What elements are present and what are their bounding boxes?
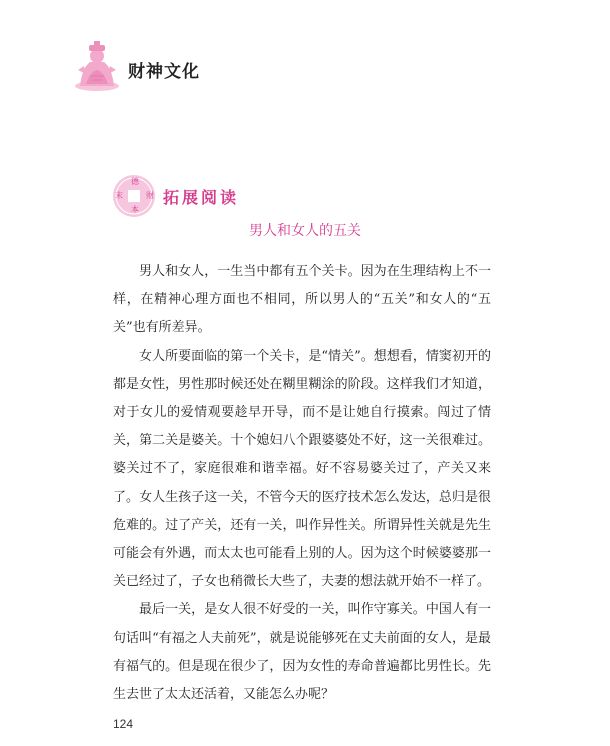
running-header [72,40,272,92]
page-number: 124 [113,717,134,731]
paragraph: 女人所要面临的第一个关卡，是“情关”。想想看，情窦初开的都是女性，男性那时候还处在糊里糊涂的阶段。这样我们才知道，对于女儿的爱情观要趁早开导，而不是让她自行摸索。闯过了情关，第二关是婆关。十个媳妇八个跟婆婆处不好，这一关很难过。婆关过不了，家庭很难和谐幸福。好不容易婆关过了，产关又来了。女人生孩子这一关，不管今天的医疗技术怎么发达，总归是很危难的。过了产关，还有一关，叫作异性关。所谓异性关就是先生可能会有外遇，而太太也可能看上别的人。因为这个时候婆婆那一关已经过了，子女也稍微长大些了，夫妻的想法就开始不一样了。 [113,348,491,590]
badge-char-top: 德 [131,177,139,186]
paragraph: 最后一关，是女人很不好受的一关，叫作守寡关。中国人有一句话叫“有福之人夫前死”，就是说能够死在丈夫前面的女人，是最有福气的。但是现在很少了，因为女性的寿命普遍都比男性长。先生去世了太太还活着，又能怎么办呢？ [113,602,491,703]
article-title: 男人和女人的五关 [249,223,361,239]
badge-char-left: 末 [115,191,123,200]
section-heading [112,174,332,216]
god-of-wealth-logo-icon [72,40,122,92]
header-title: 财神文化 [128,62,200,82]
badge-char-bottom: 本 [131,205,139,214]
article-body [113,258,491,709]
section-title: 拓展阅读 [163,188,240,207]
badge-char-right: 财 [146,191,154,200]
paragraph: 男人和女人，一生当中都有五个关卡。因为在生理结构上不一样，在精神心理方面也不相同，所以男人的“五关”和女人的“五关”也有所差异。 [113,264,491,336]
